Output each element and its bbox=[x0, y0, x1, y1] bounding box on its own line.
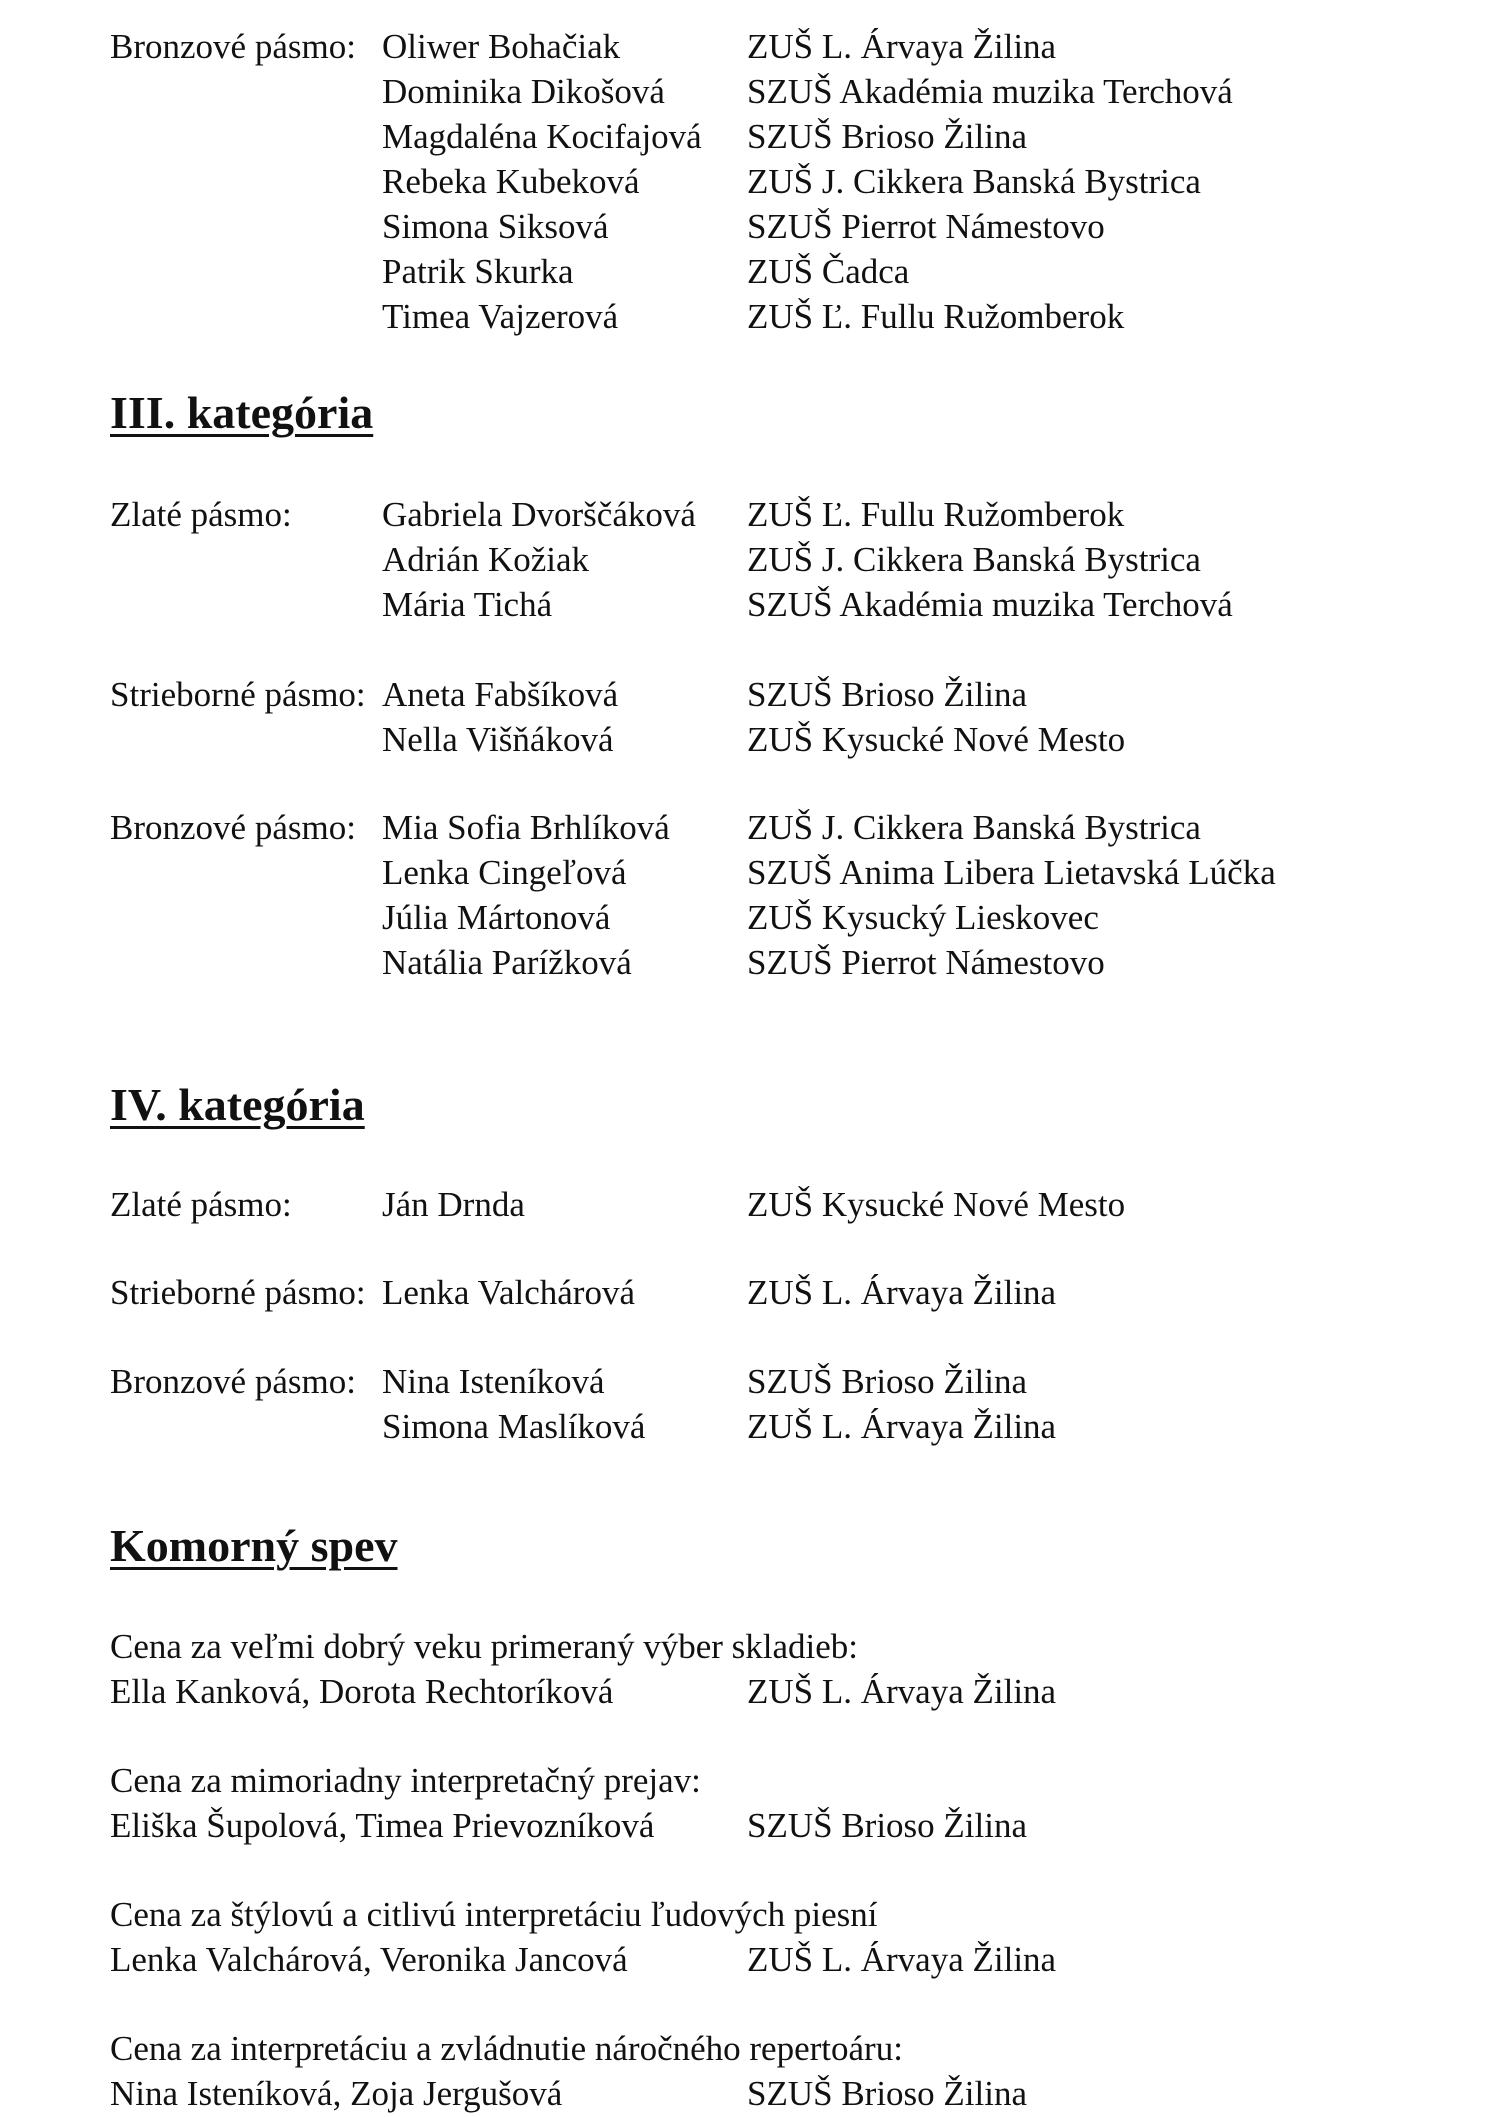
participant-name: Patrik Skurka bbox=[382, 252, 574, 291]
participant-school: ZUŠ Kysucké Nové Mesto bbox=[747, 1185, 1126, 1224]
participant-name: Aneta Fabšíková bbox=[382, 675, 619, 714]
participant-name: Gabriela Dvorščáková bbox=[382, 495, 696, 534]
band-label: Bronzové pásmo: bbox=[110, 808, 356, 847]
prize-title: Cena za mimoriadny interpretačný prejav: bbox=[110, 1761, 701, 1800]
participant-name: Nella Višňáková bbox=[382, 720, 614, 759]
participant-school: SZUŠ Brioso Žilina bbox=[747, 1362, 1028, 1401]
participant-name: Natália Parížková bbox=[382, 943, 632, 982]
participant-school: ZUŠ Kysucký Lieskovec bbox=[747, 898, 1099, 937]
prize-names: Nina Isteníková, Zoja Jergušová bbox=[110, 2074, 563, 2113]
participant-name: Júlia Mártonová bbox=[382, 898, 611, 937]
prize-names: Ella Kanková, Dorota Rechtoríková bbox=[110, 1672, 614, 1711]
participant-school: ZUŠ Kysucké Nové Mesto bbox=[747, 720, 1126, 759]
prize-title: Cena za veľmi dobrý veku primeraný výber skladieb: bbox=[110, 1627, 859, 1666]
category-heading: IV. kategória bbox=[110, 1079, 365, 1130]
participant-name: Adrián Kožiak bbox=[382, 540, 590, 579]
participant-name: Mia Sofia Brhlíková bbox=[382, 808, 670, 847]
participant-school: SZUŠ Akadémia muzika Terchová bbox=[747, 72, 1233, 111]
participant-name: Rebeka Kubeková bbox=[382, 162, 640, 201]
category-heading: III. kategória bbox=[110, 387, 374, 438]
prize-school: SZUŠ Brioso Žilina bbox=[747, 1806, 1028, 1845]
band-label: Bronzové pásmo: bbox=[110, 1362, 356, 1401]
participant-name: Simona Siksová bbox=[382, 207, 609, 246]
prize-title: Cena za štýlovú a citlivú interpretáciu ľudových piesní bbox=[110, 1895, 878, 1934]
participant-name: Ján Drnda bbox=[382, 1185, 525, 1224]
participant-name: Timea Vajzerová bbox=[382, 297, 619, 336]
band-label: Zlaté pásmo: bbox=[110, 1185, 292, 1224]
prize-school: ZUŠ L. Árvaya Žilina bbox=[747, 1940, 1057, 1979]
participant-name: Simona Maslíková bbox=[382, 1407, 646, 1446]
band-label: Strieborné pásmo: bbox=[110, 1273, 366, 1312]
prize-names: Eliška Šupolová, Timea Prievozníková bbox=[110, 1806, 655, 1845]
chamber-heading: Komorný spev bbox=[110, 1520, 398, 1571]
participant-school: ZUŠ L. Árvaya Žilina bbox=[747, 1407, 1057, 1446]
participant-school: SZUŠ Brioso Žilina bbox=[747, 675, 1028, 714]
prize-school: ZUŠ L. Árvaya Žilina bbox=[747, 1672, 1057, 1711]
participant-name: Lenka Cingeľová bbox=[382, 853, 627, 892]
participant-school: ZUŠ L. Árvaya Žilina bbox=[747, 27, 1057, 66]
participant-school: SZUŠ Brioso Žilina bbox=[747, 117, 1028, 156]
participant-name: Oliwer Bohačiak bbox=[382, 27, 621, 66]
participant-school: SZUŠ Akadémia muzika Terchová bbox=[747, 585, 1233, 624]
participant-school: ZUŠ Čadca bbox=[747, 252, 910, 291]
participant-school: ZUŠ J. Cikkera Banská Bystrica bbox=[747, 540, 1201, 579]
band-label: Bronzové pásmo: bbox=[110, 27, 356, 66]
prize-names: Lenka Valchárová, Veronika Jancová bbox=[110, 1940, 628, 1979]
participant-name: Nina Isteníková bbox=[382, 1362, 605, 1401]
participant-school: ZUŠ J. Cikkera Banská Bystrica bbox=[747, 808, 1201, 847]
participant-school: SZUŠ Anima Libera Lietavská Lúčka bbox=[747, 853, 1276, 892]
band-label: Zlaté pásmo: bbox=[110, 495, 292, 534]
participant-name: Mária Tichá bbox=[382, 585, 553, 624]
participant-school: SZUŠ Pierrot Námestovo bbox=[747, 943, 1105, 982]
participant-name: Dominika Dikošová bbox=[382, 72, 665, 111]
participant-school: ZUŠ Ľ. Fullu Ružomberok bbox=[747, 495, 1125, 534]
participant-school: ZUŠ Ľ. Fullu Ružomberok bbox=[747, 297, 1125, 336]
participant-school: ZUŠ J. Cikkera Banská Bystrica bbox=[747, 162, 1201, 201]
participant-name: Lenka Valchárová bbox=[382, 1273, 635, 1312]
participant-school: SZUŠ Pierrot Námestovo bbox=[747, 207, 1105, 246]
band-label: Strieborné pásmo: bbox=[110, 675, 366, 714]
prize-school: SZUŠ Brioso Žilina bbox=[747, 2074, 1028, 2113]
participant-name: Magdaléna Kocifajová bbox=[382, 117, 702, 156]
prize-title: Cena za interpretáciu a zvládnutie náročného repertoáru: bbox=[110, 2029, 903, 2068]
participant-school: ZUŠ L. Árvaya Žilina bbox=[747, 1273, 1057, 1312]
